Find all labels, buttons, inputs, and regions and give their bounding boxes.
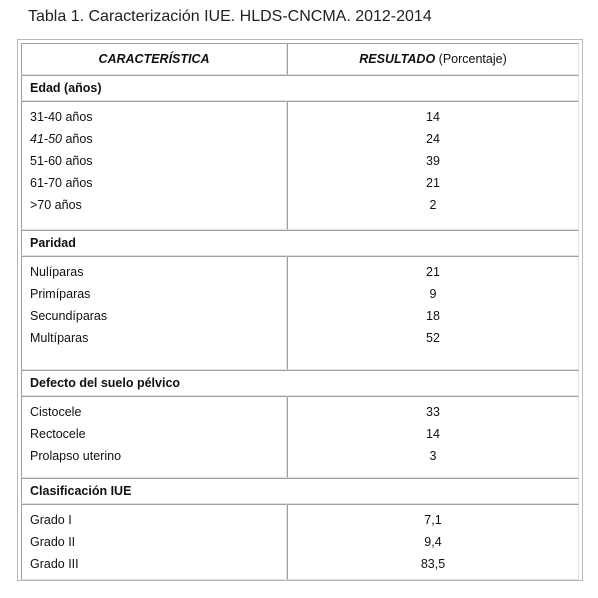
row-label: Cistocele [30, 405, 82, 419]
row-value: 7,1 [424, 513, 442, 527]
row-value: 83,5 [420, 557, 446, 571]
header-characteristic: CARACTERÍSTICA [21, 43, 287, 75]
row-label: 51-60 años [30, 154, 93, 168]
row-value: 21 [426, 265, 440, 279]
row-label: Primíparas [30, 287, 91, 301]
row-value: 9 [429, 287, 437, 301]
row-value: 39 [426, 154, 440, 168]
row-label: Multíparas [30, 331, 89, 345]
section-labels-paridad [21, 256, 287, 370]
section-values-clasificacion [287, 504, 579, 580]
row-value: 2 [429, 198, 437, 212]
row-value: 18 [426, 309, 440, 323]
section-title-paridad: Paridad [21, 230, 579, 256]
row-value: 52 [426, 331, 440, 345]
row-value: 33 [426, 405, 440, 419]
row-label: Rectocele [30, 427, 86, 441]
row-label: 31-40 años [30, 110, 93, 124]
row-value: 14 [426, 427, 440, 441]
section-values-defecto [287, 396, 579, 478]
row-value: 14 [426, 110, 440, 124]
row-label: 41-50 años [30, 132, 93, 146]
row-label: >70 años [30, 198, 82, 212]
header-result: RESULTADO (Porcentaje) [287, 43, 579, 75]
row-label: Grado II [30, 535, 76, 549]
section-labels-defecto [21, 396, 287, 478]
row-value: 24 [426, 132, 440, 146]
section-values-paridad [287, 256, 579, 370]
row-value: 9,4 [424, 535, 442, 549]
row-label: Secundíparas [30, 309, 108, 323]
table-caption: Tabla 1. Caracterización IUE. HLDS-CNCMA. 2012-2014 [28, 8, 432, 25]
section-labels-edad [21, 101, 287, 230]
section-title-edad: Edad (años) [21, 75, 579, 101]
characterization-table [17, 39, 583, 581]
section-values-edad [287, 101, 579, 230]
row-label: Grado I [30, 513, 72, 527]
row-value: 21 [426, 176, 440, 190]
row-label: 61-70 años [30, 176, 93, 190]
row-value: 3 [429, 449, 437, 463]
row-label: Grado III [30, 557, 79, 571]
row-label: Nulíparas [30, 265, 84, 279]
section-title-clasificacion: Clasificación IUE [21, 478, 579, 504]
section-title-defecto: Defecto del suelo pélvico [21, 370, 579, 396]
row-label: Prolapso uterino [30, 449, 122, 463]
section-labels-clasificacion [21, 504, 287, 580]
